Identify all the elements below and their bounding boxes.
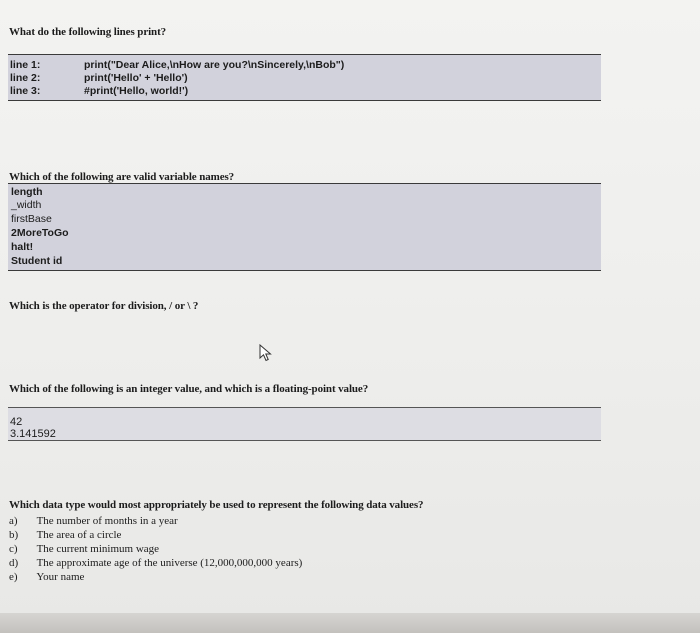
variable-names-block <box>8 183 601 271</box>
variable-name: halt! <box>11 241 34 253</box>
line-code: #print('Hello, world!') <box>84 85 189 97</box>
question-4-title: Which of the following is an integer value, and which is a floating-point value? <box>9 383 369 395</box>
question-1-title: What do the following lines print? <box>9 26 167 38</box>
list-item <box>9 542 302 556</box>
page-edge <box>0 613 700 633</box>
line-label: line 1: <box>10 59 41 71</box>
question-3-title: Which is the operator for division, / or \ ? <box>9 300 199 312</box>
variable-name: Student id <box>11 255 63 267</box>
item-text: Your name <box>36 571 85 583</box>
question-2-title: Which of the following are valid variable names? <box>9 171 235 183</box>
item-letter: e) <box>9 571 18 583</box>
integer-value: 42 <box>10 416 23 428</box>
data-values-list <box>9 514 302 584</box>
list-item <box>9 528 302 542</box>
item-text: The approximate age of the universe (12,000,000,000 years) <box>36 557 303 569</box>
variable-name: 2MoreToGo <box>11 227 69 239</box>
line-code: print("Dear Alice,\nHow are you?\nSincerely,\nBob") <box>84 59 345 71</box>
variable-name: firstBase <box>11 213 52 225</box>
item-text: The number of months in a year <box>36 515 178 527</box>
list-item <box>9 514 302 528</box>
variable-name: _width <box>11 199 42 211</box>
item-letter: a) <box>9 515 18 527</box>
item-letter: b) <box>9 529 19 541</box>
values-block <box>8 407 601 441</box>
list-item <box>9 556 302 570</box>
mouse-cursor-icon <box>259 344 273 362</box>
list-item <box>9 570 302 584</box>
item-text: The area of a circle <box>36 529 122 541</box>
line-label: line 3: <box>10 85 41 97</box>
item-letter: d) <box>9 557 19 569</box>
question-5-title: Which data type would most appropriately be used to represent the following data values? <box>9 499 424 511</box>
item-letter: c) <box>9 543 18 555</box>
line-label: line 2: <box>10 72 41 84</box>
line-code: print('Hello' + 'Hello') <box>84 72 188 84</box>
code-block <box>8 54 601 101</box>
variable-name: length <box>11 186 43 198</box>
float-value: 3.141592 <box>10 428 56 440</box>
item-text: The current minimum wage <box>36 543 160 555</box>
